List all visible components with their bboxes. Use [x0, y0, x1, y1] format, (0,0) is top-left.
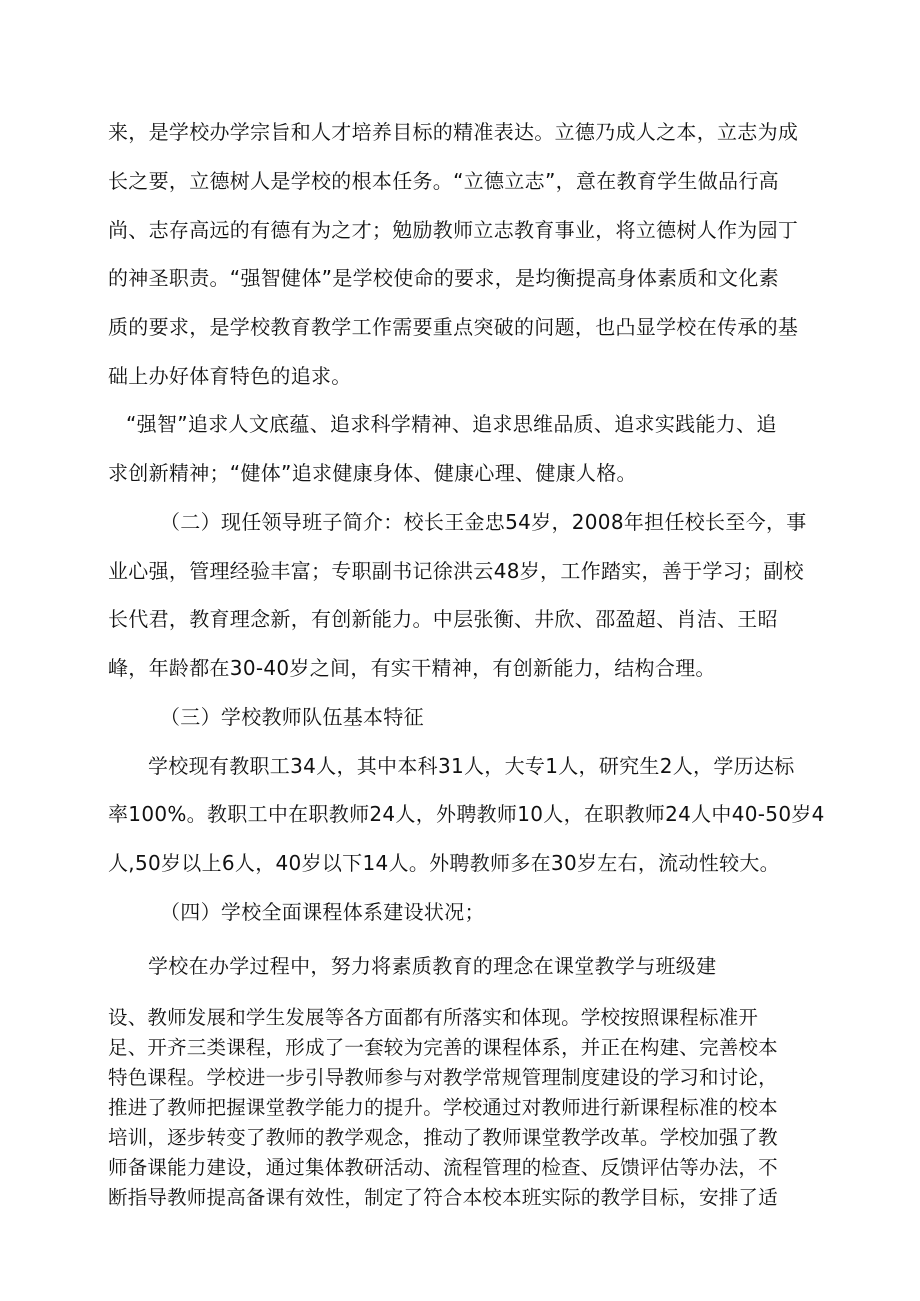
paragraph-line: 质的要求，是学校教育教学工作需要重点突破的问题，也凸显学校在传承的基	[108, 315, 799, 339]
paragraph-line: 峰，年龄都在30-40岁之间，有实干精神，有创新能力，结构合理。	[108, 656, 716, 680]
paragraph-line: 人,50岁以上6人，40岁以下14人。外聘教师多在30岁左右，流动性较大。	[108, 851, 780, 875]
paragraph-line: 推进了教师把握课堂教学能力的提升。学校通过对教师进行新课程标准的校本	[108, 1096, 778, 1119]
paragraph-line: “强智”追求人文底蕴、追求科学精神、追求思维品质、追求实践能力、追	[126, 412, 777, 436]
section-heading: （三）学校教师队伍基本特征	[160, 705, 424, 729]
paragraph-line: 长代君，教育理念新，有创新能力。中层张衡、井欣、邵盈超、肖洁、王昭	[108, 607, 778, 631]
paragraph-line: 足、开齐三类课程，形成了一套较为完善的课程体系，并正在构建、完善校本	[108, 1036, 778, 1059]
paragraph-line: 率100%。教职工中在职教师24人，外聘教师10人，在职教师24人中40-50岁4	[108, 802, 825, 826]
paragraph-line: 设、教师发展和学生发展等各方面都有所落实和体现。学校按照课程标准开	[108, 1006, 759, 1029]
paragraph-line: 学校现有教职工34人，其中本科31人，大专1人，研究生2人，学历达标	[148, 754, 795, 778]
paragraph-line: 学校在办学过程中，努力将素质教育的理念在课堂教学与班级建	[148, 954, 717, 978]
paragraph-line: 础上办好体育特色的追求。	[108, 364, 352, 388]
paragraph-line: 尚、志存高远的有德有为之才；勉励教师立志教育事业，将立德树人作为园丁	[108, 218, 799, 242]
paragraph-line: 的神圣职责。“强智健体”是学校使命的要求，是均衡提高身体素质和文化素	[108, 266, 779, 290]
paragraph-line: 业心强，管理经验丰富；专职副书记徐洪云48岁，工作踏实，善于学习；副校	[108, 559, 804, 583]
paragraph-line: 特色课程。学校进一步引导教师参与对教学常规管理制度建设的学习和讨论，	[108, 1066, 778, 1089]
paragraph-line: 断指导教师提高备课有效性，制定了符合本校本班实际的教学目标，安排了适	[108, 1186, 778, 1209]
section-heading: （二）现任领导班子简介：校长王金忠54岁，2008年担任校长至今，事	[160, 510, 807, 534]
paragraph-line: 来，是学校办学宗旨和人才培养目标的精准表达。立德乃成人之本，立志为成	[108, 120, 799, 144]
paragraph-line: 求创新精神；“健体”追求健康身体、健康心理、健康人格。	[108, 461, 637, 485]
paragraph-line: 培训，逐步转变了教师的教学观念，推动了教师课堂教学改革。学校加强了教	[108, 1126, 778, 1149]
section-heading: （四）学校全面课程体系建设状况；	[160, 900, 485, 924]
paragraph-line: 长之要，立德树人是学校的根本任务。“立德立志”，意在教育学生做品行高	[108, 169, 779, 193]
paragraph-line: 师备课能力建设，通过集体教研活动、流程管理的检查、反馈评估等办法，不	[108, 1156, 778, 1179]
